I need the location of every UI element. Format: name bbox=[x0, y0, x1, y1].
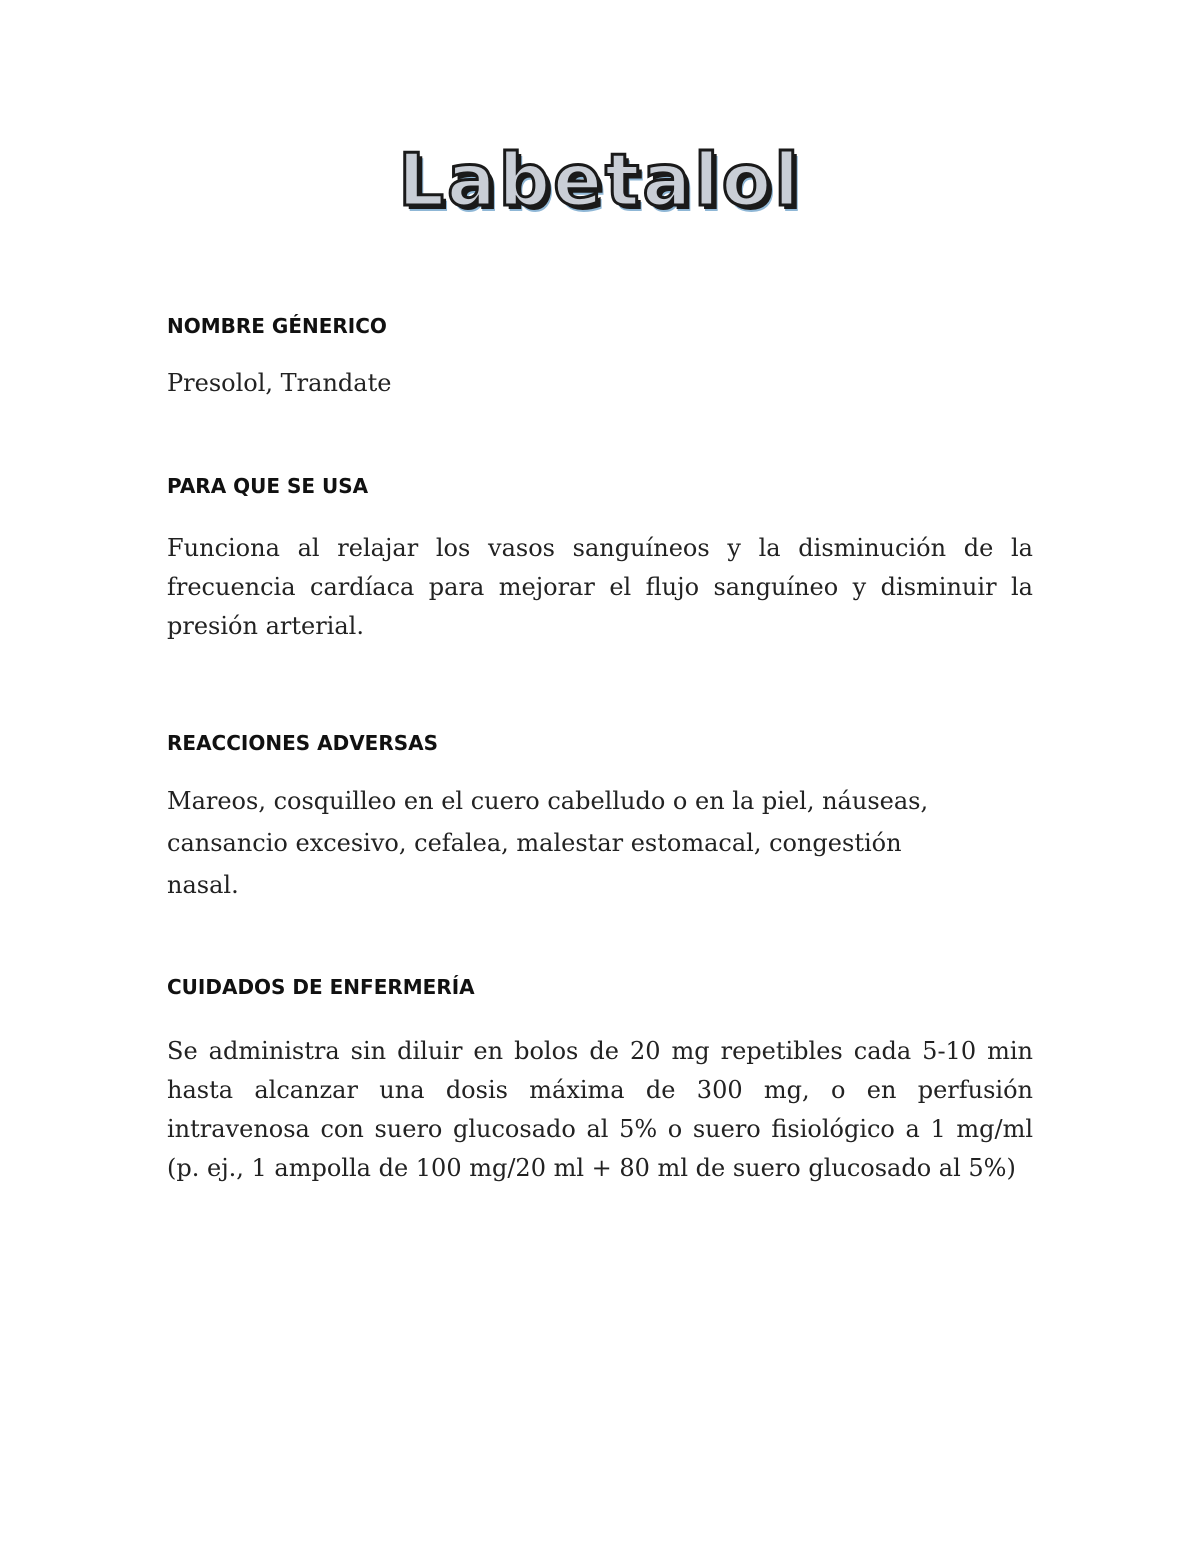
section-body-para-que-se-usa: Funciona al relajar los vasos sanguíneos y la disminución de la frecuencia cardíaca para mejorar el flujo sanguíneo y disminuir la presión arterial. bbox=[167, 534, 1033, 640]
section-body-nombre-generico: Presolol, Trandate bbox=[167, 369, 392, 397]
title-container bbox=[0, 140, 1200, 220]
section-heading-para-que-se-usa: PARA QUE SE USA bbox=[167, 474, 369, 498]
section-body-reacciones-adversas: Mareos, cosquilleo en el cuero cabelludo o en la piel, náuseas, cansancio excesivo, cefalea, malestar estomacal, congestión nasal. bbox=[167, 787, 929, 899]
section-body-cuidados-de-enfermeria: Se administra sin diluir en bolos de 20 mg repetibles cada 5-10 min hasta alcanzar una dosis máxima de 300 mg, o en perfusión intravenosa con suero glucosado al 5% o suero fisiológico a 1 mg/ml (p. ej., 1 ampolla de 100 mg/20 ml + 80 ml de suero glucosado al 5%) bbox=[167, 1037, 1033, 1182]
section-heading-cuidados-de-enfermeria: CUIDADOS DE ENFERMERÍA bbox=[167, 975, 475, 999]
section-heading-nombre-generico: NOMBRE GÉNERICO bbox=[167, 314, 387, 338]
section-heading-reacciones-adversas: REACCIONES ADVERSAS bbox=[167, 731, 439, 755]
document-title: Labetalol bbox=[398, 138, 802, 222]
